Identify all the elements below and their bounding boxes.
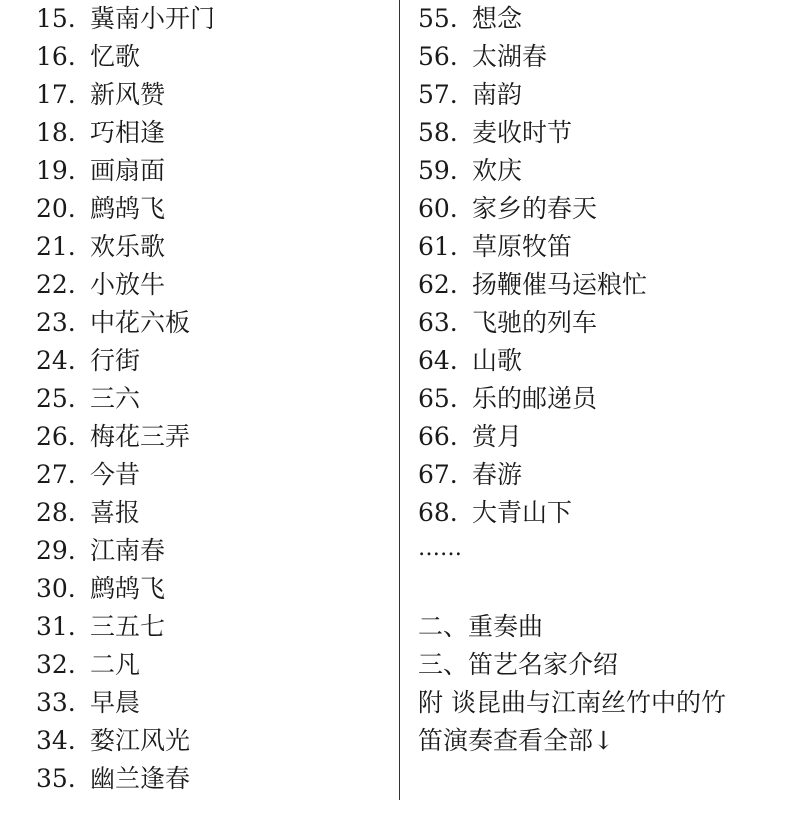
entry-title: 中花六板	[90, 308, 191, 337]
toc-entry	[418, 456, 788, 494]
entry-number: 15.	[36, 4, 76, 33]
toc-entry	[418, 114, 788, 152]
entry-title: 大青山下	[472, 498, 573, 527]
toc-entry	[36, 418, 391, 456]
entry-number: 64.	[418, 346, 458, 375]
entry-title: 家乡的春天	[472, 194, 598, 223]
column-divider	[399, 0, 400, 800]
toc-entry	[36, 760, 391, 798]
entry-number: 28.	[36, 498, 76, 527]
entry-title: 三六	[90, 384, 141, 413]
toc-entry	[36, 684, 391, 722]
entry-title: 赏月	[472, 422, 523, 451]
entry-number: 68.	[418, 498, 458, 527]
entry-title: 新风赞	[90, 80, 166, 109]
toc-entry	[36, 114, 391, 152]
entry-number: 35.	[36, 764, 76, 793]
entry-title: 鹧鸪飞	[90, 194, 166, 223]
entry-number: 56.	[418, 42, 458, 71]
entry-number: 16.	[36, 42, 76, 71]
entry-title: 今昔	[90, 460, 141, 489]
continuation-ellipsis: ……	[418, 536, 462, 561]
section-heading-ensemble: 二、重奏曲	[418, 612, 544, 641]
entry-title: 山歌	[472, 346, 523, 375]
entry-number: 23.	[36, 308, 76, 337]
toc-entry	[418, 494, 788, 532]
toc-entry	[36, 342, 391, 380]
entry-number: 61.	[418, 232, 458, 261]
entry-number: 21.	[36, 232, 76, 261]
toc-entry	[36, 304, 391, 342]
toc-entry	[418, 266, 788, 304]
entry-title: 早晨	[90, 688, 141, 717]
entry-title: 扬鞭催马运粮忙	[472, 270, 648, 299]
entry-number: 25.	[36, 384, 76, 413]
entry-number: 26.	[36, 422, 76, 451]
view-all-link[interactable]: 笛演奏查看全部↓	[418, 726, 614, 755]
entry-number: 60.	[418, 194, 458, 223]
entry-title: 草原牧笛	[472, 232, 573, 261]
toc-entry	[418, 380, 788, 418]
entry-title: 喜报	[90, 498, 141, 527]
entry-number: 66.	[418, 422, 458, 451]
entry-number: 29.	[36, 536, 76, 565]
toc-entry	[36, 190, 391, 228]
toc-entry	[418, 342, 788, 380]
toc-entry	[36, 0, 391, 38]
toc-entry	[36, 152, 391, 190]
entry-number: 58.	[418, 118, 458, 147]
entry-number: 33.	[36, 688, 76, 717]
spacer	[418, 570, 788, 608]
toc-entry	[36, 266, 391, 304]
entry-title: 江南春	[90, 536, 166, 565]
toc-entry	[418, 76, 788, 114]
entry-title: 二凡	[90, 650, 141, 679]
toc-entry	[418, 152, 788, 190]
entry-title: 欢庆	[472, 156, 523, 185]
entry-title: 乐的邮递员	[472, 384, 598, 413]
toc-entry	[418, 0, 788, 38]
entry-title: 欢乐歌	[90, 232, 166, 261]
entry-title: 忆歌	[90, 42, 141, 71]
entry-number: 67.	[418, 460, 458, 489]
entry-number: 57.	[418, 80, 458, 109]
entry-number: 31.	[36, 612, 76, 641]
entry-title: 鹧鸪飞	[90, 574, 166, 603]
toc-entry	[418, 38, 788, 76]
entry-title: 画扇面	[90, 156, 166, 185]
entry-title: 小放牛	[90, 270, 166, 299]
entry-number: 18.	[36, 118, 76, 147]
toc-entry	[36, 228, 391, 266]
entry-number: 30.	[36, 574, 76, 603]
entry-number: 59.	[418, 156, 458, 185]
entry-title: 想念	[472, 4, 523, 33]
toc-entry	[418, 190, 788, 228]
entry-title: 太湖春	[472, 42, 548, 71]
entry-title: 麦收时节	[472, 118, 573, 147]
entry-number: 55.	[418, 4, 458, 33]
entry-title: 梅花三弄	[90, 422, 191, 451]
entry-title: 南韵	[472, 80, 523, 109]
toc-entry	[418, 228, 788, 266]
toc-entry	[36, 494, 391, 532]
toc-entry	[418, 304, 788, 342]
toc-entry	[36, 76, 391, 114]
entry-number: 20.	[36, 194, 76, 223]
entry-number: 17.	[36, 80, 76, 109]
section-heading-masters: 三、笛艺名家介绍	[418, 650, 619, 679]
entry-title: 巧相逢	[90, 118, 166, 147]
entry-title: 幽兰逢春	[90, 764, 191, 793]
toc-entry	[36, 38, 391, 76]
left-column	[36, 0, 391, 798]
entry-number: 65.	[418, 384, 458, 413]
entry-title: 飞驰的列车	[472, 308, 598, 337]
entry-number: 34.	[36, 726, 76, 755]
toc-entry	[36, 380, 391, 418]
entry-title: 三五七	[90, 612, 166, 641]
entry-number: 24.	[36, 346, 76, 375]
entry-title: 春游	[472, 460, 523, 489]
entry-number: 32.	[36, 650, 76, 679]
entry-title: 行街	[90, 346, 141, 375]
entry-number: 22.	[36, 270, 76, 299]
entry-number: 27.	[36, 460, 76, 489]
appendix-line: 附 谈昆曲与江南丝竹中的竹	[418, 688, 726, 717]
toc-entry	[36, 608, 391, 646]
entry-number: 62.	[418, 270, 458, 299]
toc-entry	[36, 646, 391, 684]
entry-number: 19.	[36, 156, 76, 185]
toc-entry	[36, 456, 391, 494]
entry-title: 冀南小开门	[90, 4, 216, 33]
right-column	[418, 0, 788, 760]
toc-entry	[418, 418, 788, 456]
entry-title: 婺江风光	[90, 726, 191, 755]
toc-entry	[36, 532, 391, 570]
entry-number: 63.	[418, 308, 458, 337]
toc-entry	[36, 722, 391, 760]
toc-entry	[36, 570, 391, 608]
